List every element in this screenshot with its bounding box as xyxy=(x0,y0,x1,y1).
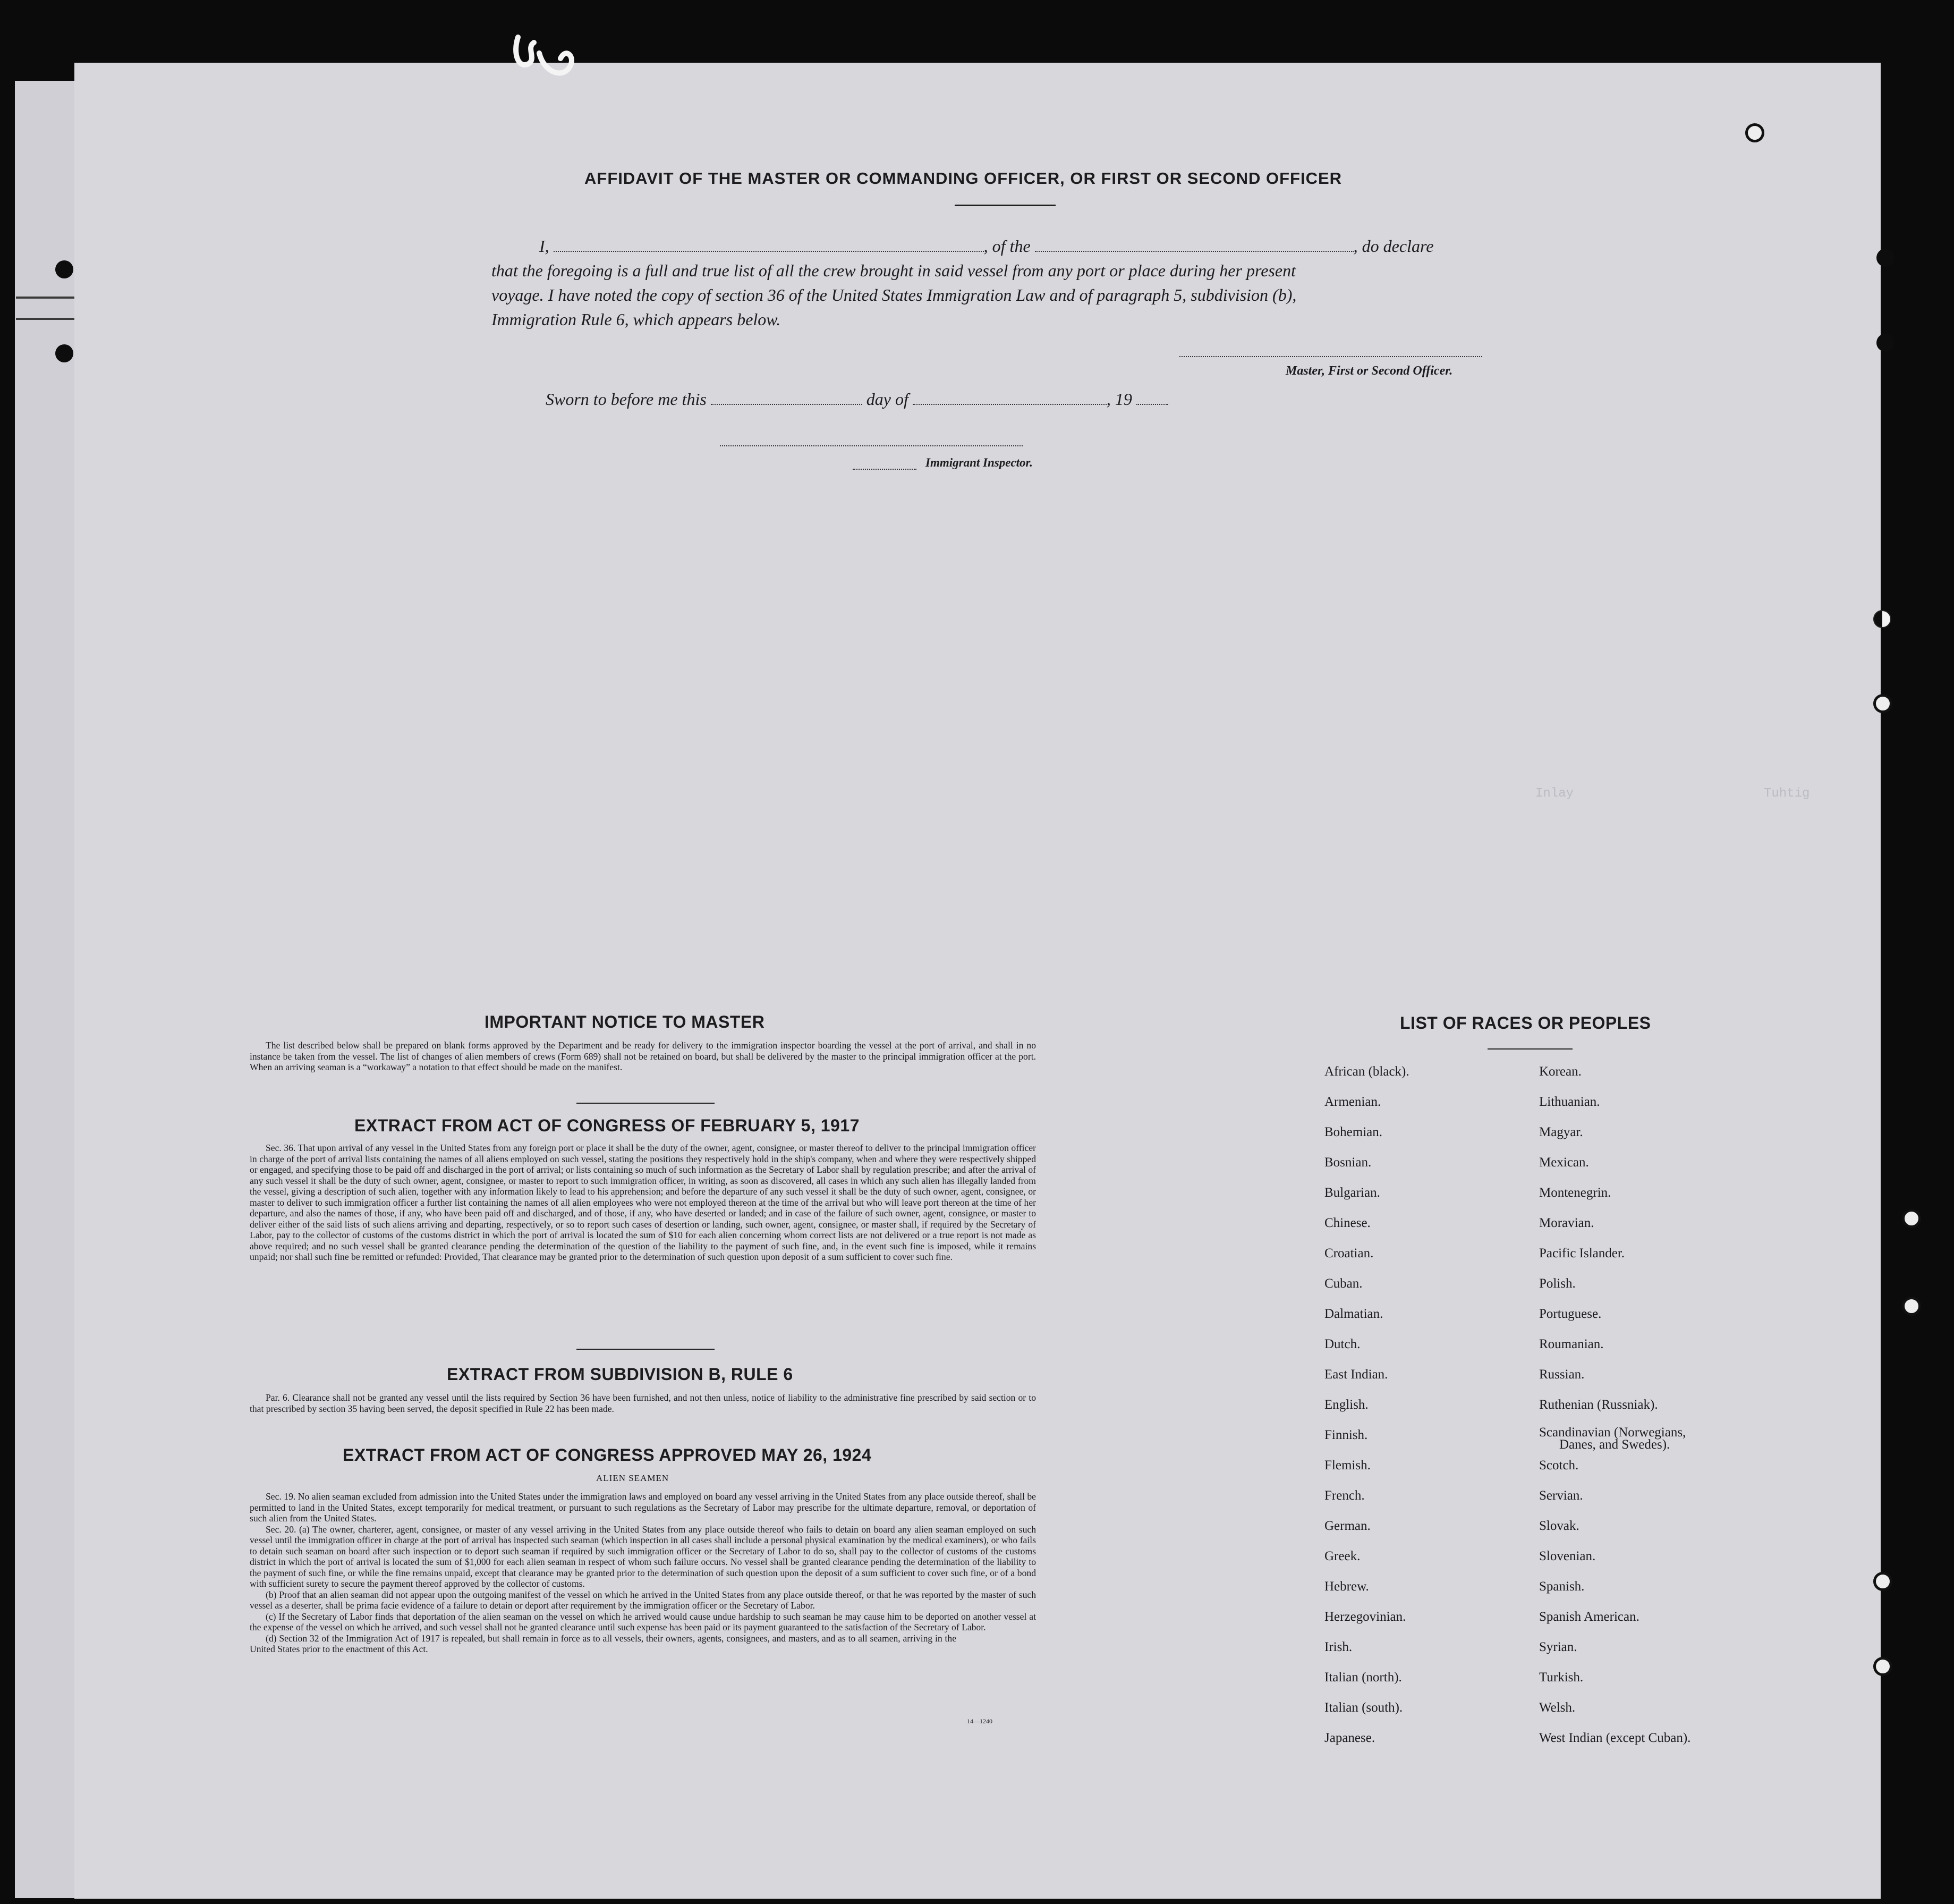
punch-hole xyxy=(1902,1297,1921,1316)
punch-hole xyxy=(1902,1209,1921,1228)
race-item: English. xyxy=(1324,1398,1369,1412)
extract-1917-text: Sec. 36. That upon arrival of any vessel in the United States from any foreign port or place it shall be the duty of the owner, agent, consignee, or master thereof to deliver to the principal immigration officer in charge of the port of arrival lists containing the names of all aliens employed on such vessel, stating the positions they respectively hold in the ship's company, when and where they were respectively shipped or engaged, and specifying those to be paid off and discharged in the port of arrival; or lists containing so much of such information as the Secretary of Labor shall by regulation prescribe; and after the arrival of any such vessel it shall be the duty of such owner, agent, consignee, or master to report to such immigration officer, in writing, as soon as discovered, all cases in which any such alien has illegally landed from the vessel, giving a description of such alien, together with any information likely to lead to his apprehension; and before the departure of any such vessel it shall be the duty of such owner, agent, consignee, or master to deliver to such immigration officer a further list containing the names of all alien employees who were not employed thereon at the time of the arrival but who will leave port thereon at the time of her departure, and also the names of those, if any, who have been paid off and discharged, and of those, if any, who have deserted or landed; and in case of the failure of such owner, agent, consignee, or master to deliver either of the said lists of such aliens arriving and departing, respectively, or so to report such cases of desertion or landing, such owner, agent, consignee, or master shall, if required by the Secretary of Labor, pay to the collector of customs of the customs district in which the port of arrival is located the sum of $10 for each alien concerning whom correct lists are not delivered or a true report is not made as above required; and no such vessel shall be granted clearance pending the determination of the question of the liability to the payment of such fine, and, in the event such fine is imposed, while it remains unpaid; nor shall such fine be remitted or refunded: Provided, That clearance may be granted prior to the determination of such question upon deposit of a sum sufficient to cover such fine. xyxy=(250,1143,1036,1262)
race-item: Bohemian. xyxy=(1324,1125,1383,1139)
race-item: East Indian. xyxy=(1324,1367,1388,1382)
race-item: Dutch. xyxy=(1324,1337,1361,1351)
race-item: Scandinavian (Norwegians, xyxy=(1539,1425,1686,1440)
race-item: Herzegovinian. xyxy=(1324,1610,1406,1624)
affidavit-line-3: voyage. I have noted the copy of section 36 of the United States Immigration Law and of paragraph 5, subdivision (b), xyxy=(491,285,1297,304)
race-item: Italian (north). xyxy=(1324,1670,1402,1685)
extract-rule6-title: EXTRACT FROM SUBDIVISION B, RULE 6 xyxy=(447,1365,793,1384)
notice-title: IMPORTANT NOTICE TO MASTER xyxy=(485,1012,765,1031)
race-item: French. xyxy=(1324,1488,1365,1503)
bleed-through-text: Inlay xyxy=(1535,786,1574,801)
extract-rule6-text: Par. 6. Clearance shall not be granted any vessel until the lists required by Section 36 have been furnished, and not then unless, notice of liability to the administrative fine prescribed by said section or to that prescribed by section 35 having been served, the deposit specified in Rule 22 has been made. xyxy=(250,1392,1036,1414)
race-item: Irish. xyxy=(1324,1640,1353,1654)
race-item: Scotch. xyxy=(1539,1458,1579,1473)
race-item: Dalmatian. xyxy=(1324,1307,1383,1321)
sworn-line xyxy=(546,387,1168,411)
sworn-label: Sworn to before me this xyxy=(546,390,707,409)
race-item: Spanish. xyxy=(1539,1579,1585,1594)
punch-hole xyxy=(1745,123,1764,142)
race-item: Spanish American. xyxy=(1539,1610,1639,1624)
divider xyxy=(955,205,1056,206)
sworn-day-field[interactable] xyxy=(711,393,862,405)
race-item: Mexican. xyxy=(1539,1155,1589,1170)
race-item: Hebrew. xyxy=(1324,1579,1369,1594)
race-item: Moravian. xyxy=(1539,1216,1594,1230)
extract-1917-title: EXTRACT FROM ACT OF CONGRESS OF FEBRUARY 5, 1917 xyxy=(354,1116,860,1135)
race-item: Lithuanian. xyxy=(1539,1095,1600,1109)
race-item: Japanese. xyxy=(1324,1731,1375,1745)
master-signature-line[interactable] xyxy=(1179,356,1482,357)
punch-hole xyxy=(55,260,73,278)
bleed-through-text: Tuhtig xyxy=(1764,786,1810,801)
sec-20a: Sec. 20. (a) The owner, charterer, agent, consignee, or master of any vessel arriving in the United States from any place outside thereof who fails to detain on board any alien seaman employed on such vessel until the immigration officer in charge at the port of arrival has inspected such seaman (which inspection in all cases shall include a personal physical examination by the medical examiners), or who fails to detain such seaman on board after such inspection or to deport such seaman if required by such immigration officer or the Secretary of Labor to do so, shall pay to the collector of customs of the customs district in which the port of arrival is located the sum of $1,000 for each alien seaman in respect of whom such failure occurs. No vessel shall be granted clearance pending the determination of the liability to the payment of such fine, or while the fine remains unpaid, except that clearance may be granted prior to the determination of such question upon the deposit of a sum sufficient to cover such fine, or of a bond with sufficient surety to secure the payment thereof approved by the collector of customs. xyxy=(250,1524,1036,1589)
punch-hole xyxy=(1873,1572,1892,1591)
sec-20b: (b) Proof that an alien seaman did not appear upon the outgoing manifest of the vessel on which he arrived in the United States from any place outside thereof, or that he was reported by the master of such vessel as a deserter, shall be prima facie evidence of a failure to detain or deport after requirement by the immigration officer or the Secretary of Labor. xyxy=(250,1589,1036,1611)
race-item: Turkish. xyxy=(1539,1670,1584,1685)
race-item: Korean. xyxy=(1539,1064,1582,1079)
race-item: Greek. xyxy=(1324,1549,1361,1563)
race-item: Magyar. xyxy=(1539,1125,1583,1139)
affidavit-body xyxy=(491,234,1522,332)
affidavit-line-2: that the foregoing is a full and true list of all the crew brought in said vessel from any port or place during her present xyxy=(491,261,1296,280)
race-item: Bosnian. xyxy=(1324,1155,1372,1170)
edge-rule xyxy=(16,318,74,320)
race-item: Flemish. xyxy=(1324,1458,1371,1473)
sec-20d: (d) Section 32 of the Immigration Act of 1917 is repealed, but shall remain in force as to all vessels, their owners, agents, consignees, and masters, and as to all seamen, arriving in the United States prior to the enactment of this Act. xyxy=(250,1632,956,1654)
extract-1924-body xyxy=(250,1491,1036,1655)
race-item: Ruthenian (Russniak). xyxy=(1539,1398,1658,1412)
inspector-dots xyxy=(853,469,916,470)
race-item: Chinese. xyxy=(1324,1216,1371,1230)
sworn-month-field[interactable] xyxy=(913,393,1107,405)
race-item: West Indian (except Cuban). xyxy=(1539,1731,1691,1745)
affidavit-of-the: , of the xyxy=(983,236,1031,256)
punch-hole xyxy=(1873,610,1891,628)
handwritten-mark xyxy=(507,32,592,90)
race-item: Roumanian. xyxy=(1539,1337,1604,1351)
race-item: Russian. xyxy=(1539,1367,1585,1382)
inspector-caption: Immigrant Inspector. xyxy=(925,456,1033,469)
race-item: Finnish. xyxy=(1324,1428,1368,1442)
race-item: African (black). xyxy=(1324,1064,1409,1079)
name-field[interactable] xyxy=(554,240,984,252)
master-caption: Master, First or Second Officer. xyxy=(1286,364,1453,378)
punch-hole xyxy=(1876,334,1894,352)
race-item-continued: Danes, and Swedes). xyxy=(1559,1437,1670,1452)
day-of-label: day of xyxy=(866,390,908,409)
race-item: Servian. xyxy=(1539,1488,1583,1503)
races-title: LIST OF RACES OR PEOPLES xyxy=(1400,1013,1651,1033)
divider xyxy=(1488,1048,1573,1050)
affidavit-line-4: Immigration Rule 6, which appears below. xyxy=(491,310,781,329)
affidavit-i: I, xyxy=(539,236,549,256)
race-item: Bulgarian. xyxy=(1324,1186,1380,1200)
extract-1924-title: EXTRACT FROM ACT OF CONGRESS APPROVED MAY 26, 1924 xyxy=(343,1445,872,1465)
affidavit-declare: , do declare xyxy=(1353,236,1434,256)
divider xyxy=(576,1349,715,1350)
divider xyxy=(576,1103,715,1104)
race-item: Polish. xyxy=(1539,1276,1576,1291)
edge-rule xyxy=(16,297,74,299)
form-number: 14—1240 xyxy=(967,1717,992,1725)
affidavit-title: AFFIDAVIT OF THE MASTER OR COMMANDING OFFICER, OR FIRST OR SECOND OFFICER xyxy=(584,169,1343,188)
race-item: German. xyxy=(1324,1519,1371,1533)
notice-text: The list described below shall be prepared on blank forms approved by the Department and be ready for delivery to the immigration inspector boarding the vessel at the port of arrival, and shall in no instance be taken from the vessel. The list of changes of alien members of crews (Form 689) shall not be retained on board, but shall be delivered by the master to the principal immigration officer at the port. When an arriving seaman is a “workaway” a notation to that effect should be made on the manifest. xyxy=(250,1040,1036,1072)
punch-hole xyxy=(1873,1657,1892,1676)
alien-seamen-subtitle: ALIEN SEAMEN xyxy=(596,1473,669,1483)
race-item: Welsh. xyxy=(1539,1700,1576,1715)
race-item: Armenian. xyxy=(1324,1095,1381,1109)
year-prefix: , 19 xyxy=(1106,390,1132,409)
race-item: Slovenian. xyxy=(1539,1549,1596,1563)
sec-19: Sec. 19. No alien seaman excluded from admission into the United States under the immigration laws and employed on board any vessel arriving in the United States from any place outside thereof, shall be permitted to land in the United States, except temporarily for medical treatment, or pursuant to such regulations as the Secretary of Labor may prescribe for the ultimate departure, removal, or deportation of such alien from the United States. xyxy=(250,1491,1036,1524)
race-item: Croatian. xyxy=(1324,1246,1374,1260)
race-item: Syrian. xyxy=(1539,1640,1577,1654)
race-item: Slovak. xyxy=(1539,1519,1579,1533)
vessel-field[interactable] xyxy=(1035,240,1354,252)
inspector-signature-line[interactable] xyxy=(720,445,1023,446)
race-item: Italian (south). xyxy=(1324,1700,1403,1715)
race-item: Pacific Islander. xyxy=(1539,1246,1625,1260)
race-item: Montenegrin. xyxy=(1539,1186,1611,1200)
sec-20c: (c) If the Secretary of Labor finds that deportation of the alien seaman on the vessel on which he arrived would cause undue hardship to such seaman he may cause him to be deported on another vessel at the expense of the vessel on which he arrived, and such vessel shall not be granted clearance until such expense has been paid or its payment guaranteed to the satisfaction of the Secretary of Labor. xyxy=(250,1611,1036,1632)
punch-hole xyxy=(1873,694,1892,713)
punch-hole xyxy=(1876,249,1894,267)
sworn-year-field[interactable] xyxy=(1136,393,1168,405)
punch-hole xyxy=(55,344,73,362)
race-item: Cuban. xyxy=(1324,1276,1363,1291)
race-item: Portuguese. xyxy=(1539,1307,1602,1321)
